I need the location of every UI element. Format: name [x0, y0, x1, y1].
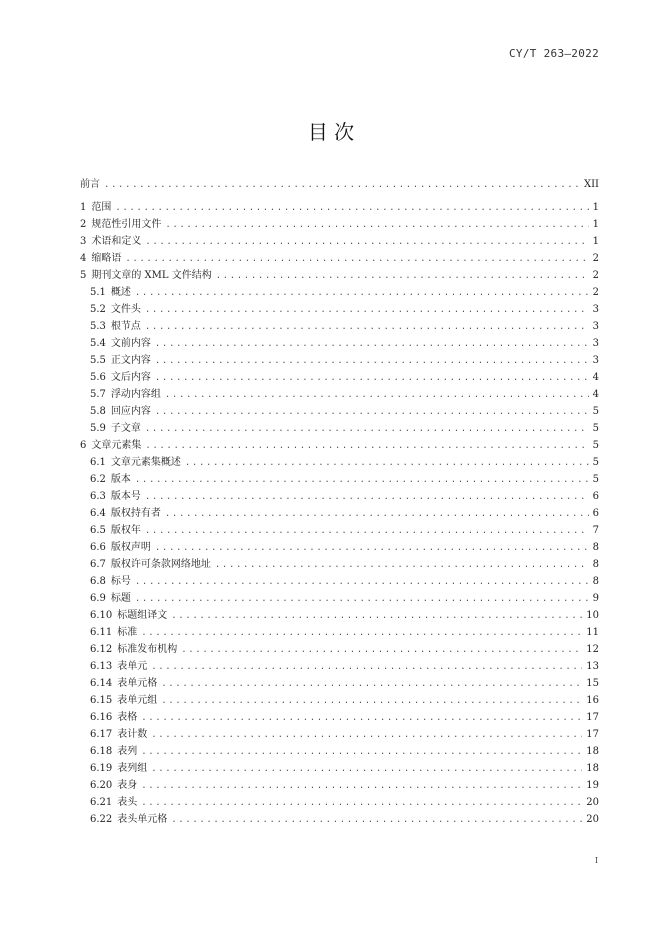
toc-entry-title	[90, 760, 147, 777]
toc-entry-title	[90, 811, 167, 828]
toc-entry-number: 6.19	[90, 763, 113, 774]
toc-entry-title	[90, 352, 151, 369]
toc-entry-title	[90, 794, 137, 811]
toc-entry-title	[80, 437, 141, 454]
dot-leader	[151, 761, 582, 778]
toc-entry-page: 15	[586, 678, 599, 689]
dot-leader	[141, 710, 582, 727]
toc-entry-number: 6.21	[90, 797, 113, 808]
toc-entry-label: 文章元素集概述	[110, 457, 181, 468]
toc-entry-title	[90, 301, 141, 318]
dot-leader	[161, 676, 582, 693]
toc-entry-number: 6.17	[90, 729, 113, 740]
toc-entry[interactable]	[80, 777, 599, 794]
toc-entry-label: 标准	[117, 627, 138, 638]
toc-entry-page: 18	[586, 763, 599, 774]
toc-entry-page: 6	[592, 508, 599, 519]
toc-entry-title	[90, 692, 157, 709]
dot-leader	[165, 387, 589, 404]
toc-entry-label: 版权声明	[110, 542, 151, 553]
toc-entry-page: 3	[592, 304, 599, 315]
toc-entry[interactable]	[80, 454, 599, 471]
dot-leader	[145, 438, 588, 455]
toc-entry-label: 范围	[91, 202, 112, 213]
toc-entry-label: 表格	[117, 712, 138, 723]
toc-entry-label: 表单元格	[117, 678, 158, 689]
toc-entry[interactable]	[80, 471, 599, 488]
dot-leader	[135, 285, 589, 302]
toc-entry-page: 18	[586, 746, 599, 757]
dot-leader	[171, 608, 582, 625]
dot-leader	[141, 744, 582, 761]
toc-entry-label: 文章元素集	[91, 440, 142, 451]
page-title: 目 次	[307, 120, 355, 144]
toc-entry-page: 3	[592, 355, 599, 366]
toc-entry[interactable]	[80, 590, 599, 607]
dot-leader	[135, 574, 589, 591]
toc-entry[interactable]	[80, 233, 599, 250]
toc-entry[interactable]	[80, 539, 599, 556]
toc-entry-page: 5	[592, 440, 599, 451]
toc-entry-page: 5	[592, 474, 599, 485]
toc-entry-number: 5.6	[90, 372, 106, 383]
toc-entry-title	[90, 777, 137, 794]
toc-entry-number: 6.7	[90, 559, 106, 570]
toc-entry-number: 6.2	[90, 474, 106, 485]
toc-entry-page: 5	[592, 406, 599, 417]
toc-entry-page: 3	[592, 321, 599, 332]
toc-entry-label: 表列组	[117, 763, 148, 774]
toc-entry-label: 表头单元格	[117, 814, 168, 825]
table-of-contents	[80, 176, 599, 828]
toc-entry[interactable]	[80, 743, 599, 760]
toc-entry-title	[90, 556, 211, 573]
toc-entry[interactable]	[80, 505, 599, 522]
dot-leader	[141, 778, 582, 795]
toc-entry-number: 6.14	[90, 678, 113, 689]
toc-entry-number: 6.5	[90, 525, 106, 536]
toc-entry-label: 文后内容	[110, 372, 151, 383]
toc-entry-number: 6.15	[90, 695, 113, 706]
toc-entry-page: 8	[592, 576, 599, 587]
toc-entry-number: 3	[80, 236, 87, 247]
toc-entry-number: 6.18	[90, 746, 113, 757]
toc-entry-title	[90, 726, 147, 743]
toc-entry-page: 4	[592, 389, 599, 400]
toc-entry-title	[90, 590, 131, 607]
dot-leader	[216, 268, 589, 285]
toc-entry-number: 6.20	[90, 780, 113, 791]
toc-entry-page: 16	[586, 695, 599, 706]
toc-entry[interactable]	[80, 250, 599, 267]
toc-entry-number: 5.9	[90, 423, 106, 434]
toc-entry-title	[90, 284, 131, 301]
toc-entry-number: 6.6	[90, 542, 106, 553]
toc-entry[interactable]	[80, 352, 599, 369]
toc-entry-number: 1	[80, 202, 87, 213]
toc-entry[interactable]	[80, 437, 599, 454]
toc-entry-label: 标号	[110, 576, 131, 587]
toc-entry-title	[90, 420, 141, 437]
toc-entry-page: 13	[586, 661, 599, 672]
toc-entry-label: 表头	[117, 797, 138, 808]
toc-entry[interactable]	[80, 794, 599, 811]
toc-entry-label: 前言	[80, 179, 100, 190]
toc-entry-page: 3	[592, 338, 599, 349]
toc-entry[interactable]	[80, 641, 599, 658]
toc-entry-title	[90, 573, 131, 590]
toc-entry-title	[90, 658, 147, 675]
toc-entry-label: 版权持有者	[110, 508, 161, 519]
dot-leader	[135, 591, 589, 608]
dot-leader	[145, 523, 589, 540]
toc-entry-page: 11	[586, 627, 599, 638]
toc-entry-label: 标题	[110, 593, 131, 604]
toc-entry[interactable]	[80, 420, 599, 437]
toc-entry-title	[90, 624, 137, 641]
toc-entry-number: 5.8	[90, 406, 106, 417]
toc-entry-label: 表列	[117, 746, 138, 757]
toc-entry[interactable]	[80, 726, 599, 743]
toc-entry-label: 表单元组	[117, 695, 158, 706]
toc-entry-label: 规范性引用文件	[91, 219, 162, 230]
page-number: I	[594, 856, 598, 865]
dot-leader	[145, 302, 589, 319]
toc-entry[interactable]	[80, 267, 599, 284]
toc-entry[interactable]	[80, 284, 599, 301]
toc-entry-title	[90, 335, 151, 352]
toc-entry-label: 标题组译文	[117, 610, 168, 621]
toc-entry-number: 6.16	[90, 712, 113, 723]
toc-entry-title	[90, 607, 167, 624]
toc-entry[interactable]	[80, 301, 599, 318]
toc-entry-title	[90, 522, 141, 539]
toc-entry-page: XII	[583, 179, 599, 190]
toc-entry-number: 6	[80, 440, 87, 451]
toc-entry-label: 缩略语	[91, 253, 122, 264]
toc-entry[interactable]	[80, 522, 599, 539]
toc-entry-label: 期刊文章的 XML 文件结构	[91, 270, 212, 281]
toc-entry[interactable]	[80, 369, 599, 386]
toc-entry-title	[80, 176, 100, 193]
toc-entry-label: 版本	[110, 474, 131, 485]
toc-entry[interactable]	[80, 811, 599, 828]
toc-entry-number: 6.9	[90, 593, 106, 604]
dot-leader	[171, 812, 582, 829]
toc-entry-page: 17	[586, 712, 599, 723]
dot-leader	[165, 506, 589, 523]
toc-entry-number: 5.2	[90, 304, 106, 315]
dot-leader	[181, 642, 582, 659]
toc-entry-label: 标准发布机构	[117, 644, 178, 655]
toc-entry-page: 12	[586, 644, 599, 655]
toc-entry-page: 10	[586, 610, 599, 621]
dot-leader	[185, 455, 589, 472]
dot-leader	[155, 404, 589, 421]
toc-entry-label: 术语和定义	[91, 236, 142, 247]
toc-entry-page: 9	[592, 593, 599, 604]
toc-entry-title	[90, 488, 141, 505]
dot-leader	[151, 727, 582, 744]
toc-entry-number: 6.8	[90, 576, 106, 587]
toc-entry-page: 1	[592, 219, 599, 230]
toc-entry-page: 2	[592, 287, 599, 298]
toc-entry-page: 19	[586, 780, 599, 791]
toc-entry[interactable]	[80, 675, 599, 692]
toc-entry-title	[90, 403, 151, 420]
toc-entry-title	[90, 641, 177, 658]
toc-entry-title	[80, 250, 121, 267]
toc-entry-page: 5	[592, 457, 599, 468]
toc-entry-page: 4	[592, 372, 599, 383]
toc-entry-label: 文件头	[110, 304, 141, 315]
toc-entry-number: 5	[80, 270, 87, 281]
dot-leader	[145, 421, 589, 438]
toc-entry-label: 概述	[110, 287, 131, 298]
toc-entry-page: 6	[592, 491, 599, 502]
toc-entry[interactable]	[80, 658, 599, 675]
toc-entry-title	[80, 216, 161, 233]
toc-entry-title	[90, 369, 151, 386]
toc-entry[interactable]	[80, 624, 599, 641]
dot-leader	[115, 200, 588, 217]
toc-entry-label: 根节点	[110, 321, 141, 332]
toc-entry-page: 1	[592, 236, 599, 247]
standard-code: CY/T 263—2022	[509, 47, 599, 60]
toc-entry-title	[90, 675, 157, 692]
toc-entry-label: 文前内容	[110, 338, 151, 349]
toc-entry-page: 20	[586, 797, 599, 808]
toc-entry[interactable]	[80, 760, 599, 777]
toc-entry-number: 5.7	[90, 389, 106, 400]
toc-entry-number: 6.3	[90, 491, 106, 502]
toc-entry[interactable]	[80, 573, 599, 590]
toc-entry-number: 6.11	[90, 627, 113, 638]
toc-entry-page: 2	[592, 270, 599, 281]
toc-entry-page: 7	[592, 525, 599, 536]
dot-leader	[135, 472, 589, 489]
toc-entry[interactable]	[80, 386, 599, 403]
dot-leader	[125, 251, 588, 268]
dot-leader	[151, 659, 582, 676]
dot-leader	[161, 693, 582, 710]
dot-leader	[155, 370, 589, 387]
toc-entry-title	[90, 471, 131, 488]
toc-entry-label: 表单元	[117, 661, 148, 672]
toc-entry-page: 5	[592, 423, 599, 434]
toc-entry-title	[90, 709, 137, 726]
toc-entry-number: 6.13	[90, 661, 113, 672]
toc-entry-label: 表身	[117, 780, 138, 791]
toc-entry-page: 8	[592, 559, 599, 570]
toc-entry-label: 版权年	[110, 525, 141, 536]
toc-entry[interactable]	[80, 318, 599, 335]
dot-leader	[165, 217, 588, 234]
toc-entry[interactable]	[80, 216, 599, 233]
toc-entry-title	[80, 267, 212, 284]
dot-leader	[145, 489, 589, 506]
toc-entry-label: 表计数	[117, 729, 148, 740]
toc-entry-page: 8	[592, 542, 599, 553]
toc-entry-title	[80, 233, 141, 250]
toc-entry-number: 5.4	[90, 338, 106, 349]
toc-entry[interactable]	[80, 199, 599, 216]
toc-entry-label: 回应内容	[110, 406, 151, 417]
dot-leader	[145, 319, 589, 336]
toc-entry-page: 20	[586, 814, 599, 825]
toc-entry-label: 子文章	[110, 423, 141, 434]
toc-entry-number: 5.1	[90, 287, 106, 298]
toc-entry[interactable]	[80, 556, 599, 573]
toc-entry-title	[90, 386, 161, 403]
toc-entry-title	[90, 539, 151, 556]
toc-entry-label: 版本号	[110, 491, 141, 502]
toc-entry[interactable]	[80, 607, 599, 624]
dot-leader	[155, 336, 589, 353]
toc-entry[interactable]	[80, 176, 599, 193]
toc-entry-number: 6.4	[90, 508, 106, 519]
dot-leader	[104, 177, 580, 194]
toc-entry[interactable]	[80, 709, 599, 726]
toc-entry-number: 4	[80, 253, 87, 264]
dot-leader	[141, 795, 582, 812]
dot-leader	[215, 557, 589, 574]
toc-entry-title	[90, 318, 141, 335]
toc-entry-title	[90, 505, 161, 522]
dot-leader	[141, 625, 582, 642]
toc-entry-label: 浮动内容组	[110, 389, 161, 400]
toc-entry[interactable]	[80, 488, 599, 505]
toc-entry-number: 6.1	[90, 457, 106, 468]
toc-entry-title	[90, 454, 181, 471]
toc-entry-label: 版权许可条款网络地址	[110, 559, 211, 570]
toc-entry-number: 6.10	[90, 610, 113, 621]
toc-entry[interactable]	[80, 692, 599, 709]
toc-entry-number: 5.5	[90, 355, 106, 366]
toc-entry-number: 6.12	[90, 644, 113, 655]
dot-leader	[155, 540, 589, 557]
toc-entry-page: 2	[592, 253, 599, 264]
toc-entry-number: 2	[80, 219, 87, 230]
dot-leader	[145, 234, 588, 251]
dot-leader	[155, 353, 589, 370]
toc-entry-title	[80, 199, 111, 216]
toc-entry-page: 17	[586, 729, 599, 740]
toc-entry[interactable]	[80, 335, 599, 352]
toc-entry-title	[90, 743, 137, 760]
toc-entry-label: 正文内容	[110, 355, 151, 366]
toc-entry-number: 6.22	[90, 814, 113, 825]
toc-entry-number: 5.3	[90, 321, 106, 332]
toc-entry[interactable]	[80, 403, 599, 420]
toc-entry-page: 1	[592, 202, 599, 213]
